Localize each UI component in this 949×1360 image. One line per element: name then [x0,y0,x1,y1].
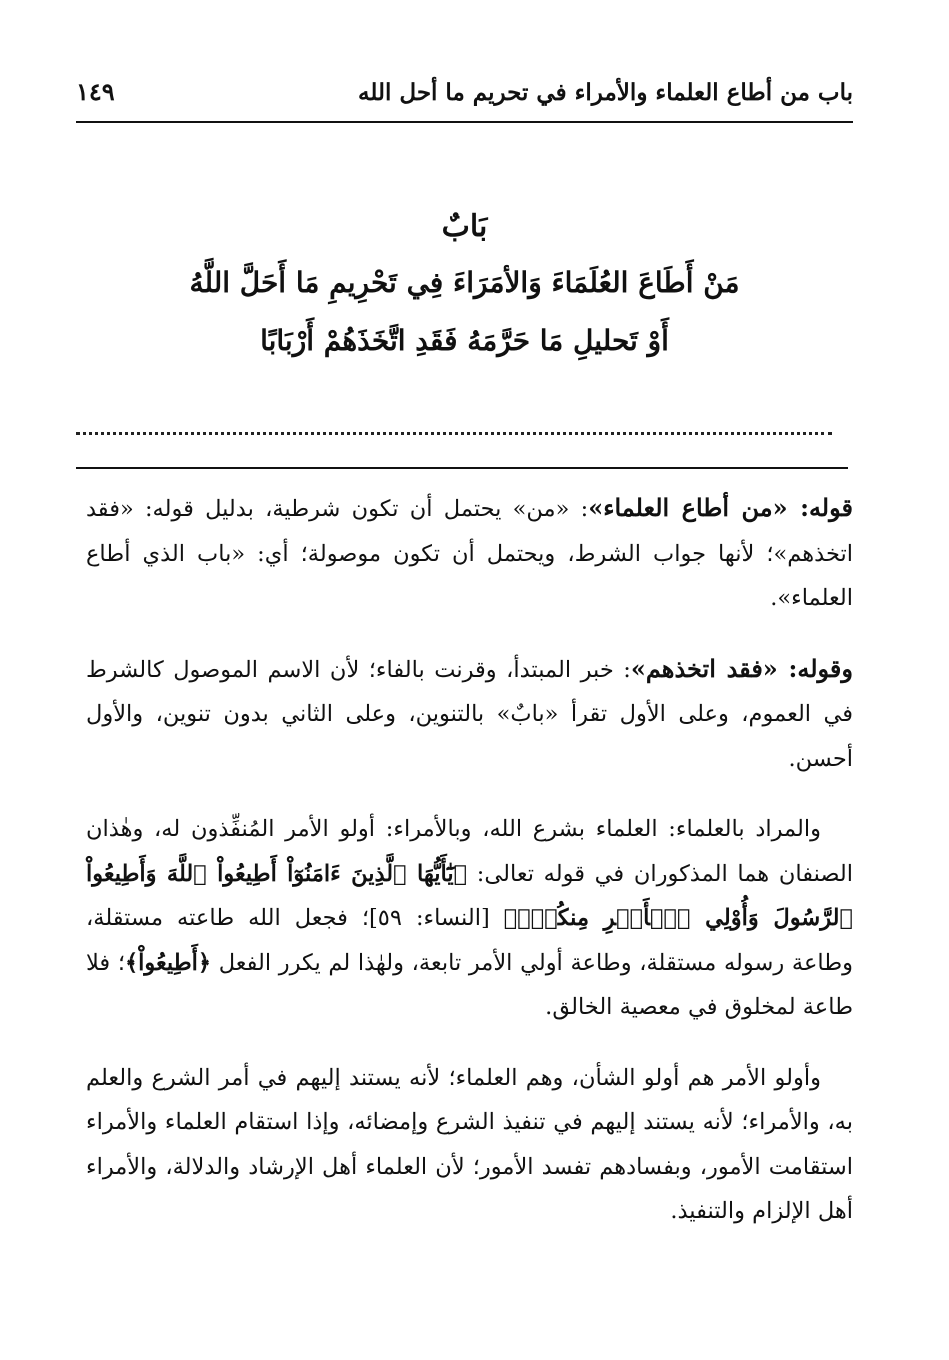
paragraph-text: ؛ فلا طاعة لمخلوق في معصية الخالق. [86,949,853,1020]
paragraph-2 [86,647,853,782]
quran-word: ﴿أَطِيعُواْ﴾ [125,949,212,976]
paragraph-text: والمراد بالعلماء: العلماء بشرع الله، وبالأمراء: أولو الأمر المُنفِّذون له، وهٰذان الصنفان هما المذكوران في قوله تعالى: [86,816,853,887]
section-rule [76,467,848,469]
chapter-title-line-2: أَوْ تَحليلِ مَا حَرَّمَهُ فَقَدِ اتَّخَذَهُمْ أَرْبَابًا [260,324,669,357]
paragraph-lead: قوله: «من أطاع العلماء» [588,493,853,522]
paragraph-1 [86,486,853,621]
paragraph-text: : خبر المبتدأ، وقرنت بالفاء؛ لأن الاسم الموصول كالشرط في العموم، وعلى الأول تقرأ «بابٌ» بالتنوين، وعلى الثاني بدون تنوين، والأول أحسن. [86,656,853,772]
running-header [76,62,853,106]
chapter-heading [76,200,853,370]
chapter-word: بَابٌ [441,209,488,244]
header-rule [76,121,853,123]
paragraph-text: : «من» يحتمل أن تكون شرطية، بدليل قوله: «فقد اتخذهم»؛ لأنها جواب الشرط، ويحتمل أن تكون موصولة؛ أي: «باب الذي أطاع العلماء». [86,496,853,611]
commentary-body [86,486,853,1260]
running-header-title: باب من أطاع العلماء والأمراء في تحريم ما أحل الله [358,79,853,106]
page-number: ١٤٩ [76,77,115,106]
chapter-title-line-1: مَنْ أَطَاعَ العُلَمَاءَ وَالأمَرَاءَ فِي تَحْرِيمِ مَا أَحَلَّ اللَّهُ [189,266,740,299]
paragraph-4 [86,1056,853,1234]
dotted-separator [76,432,832,435]
quran-verse: ﴿يَٰٓأَيُّهَا ٱلَّذِينَ ءَامَنُوٓاْ أَطِيعُواْ ٱللَّهَ وَأَطِيعُواْ ٱلرَّسُولَ وَأُوْلِي ٱلۡأَمۡرِ مِنكُمۡۖ﴾ [86,860,853,931]
paragraph-lead: وقوله: «فقد اتخذهم» [630,653,853,683]
paragraph-text: [النساء: ٥٩]؛ فجعل الله طاعته مستقلة، وطاعة رسوله مستقلة، وطاعة أولي الأمر تابعة، ولهٰذا لم يكرر الفعل [86,905,853,976]
paragraph-3 [86,807,853,1030]
paragraph-text: وأولو الأمر هم أولو الشأن، وهم العلماء؛ لأنه يستند إليهم في أمر الشرع والعلم به، والأمراء؛ لأنه يستند إليهم في تنفيذ الشرع وإمضائه، وإذا استقام العلماء والأمراء استقامت الأمور، وبفسادهم تفسد الأمور؛ لأن العلماء أهل الإرشاد والدلالة، والأمراء أهل الإلزام والتنفيذ. [86,1064,853,1224]
